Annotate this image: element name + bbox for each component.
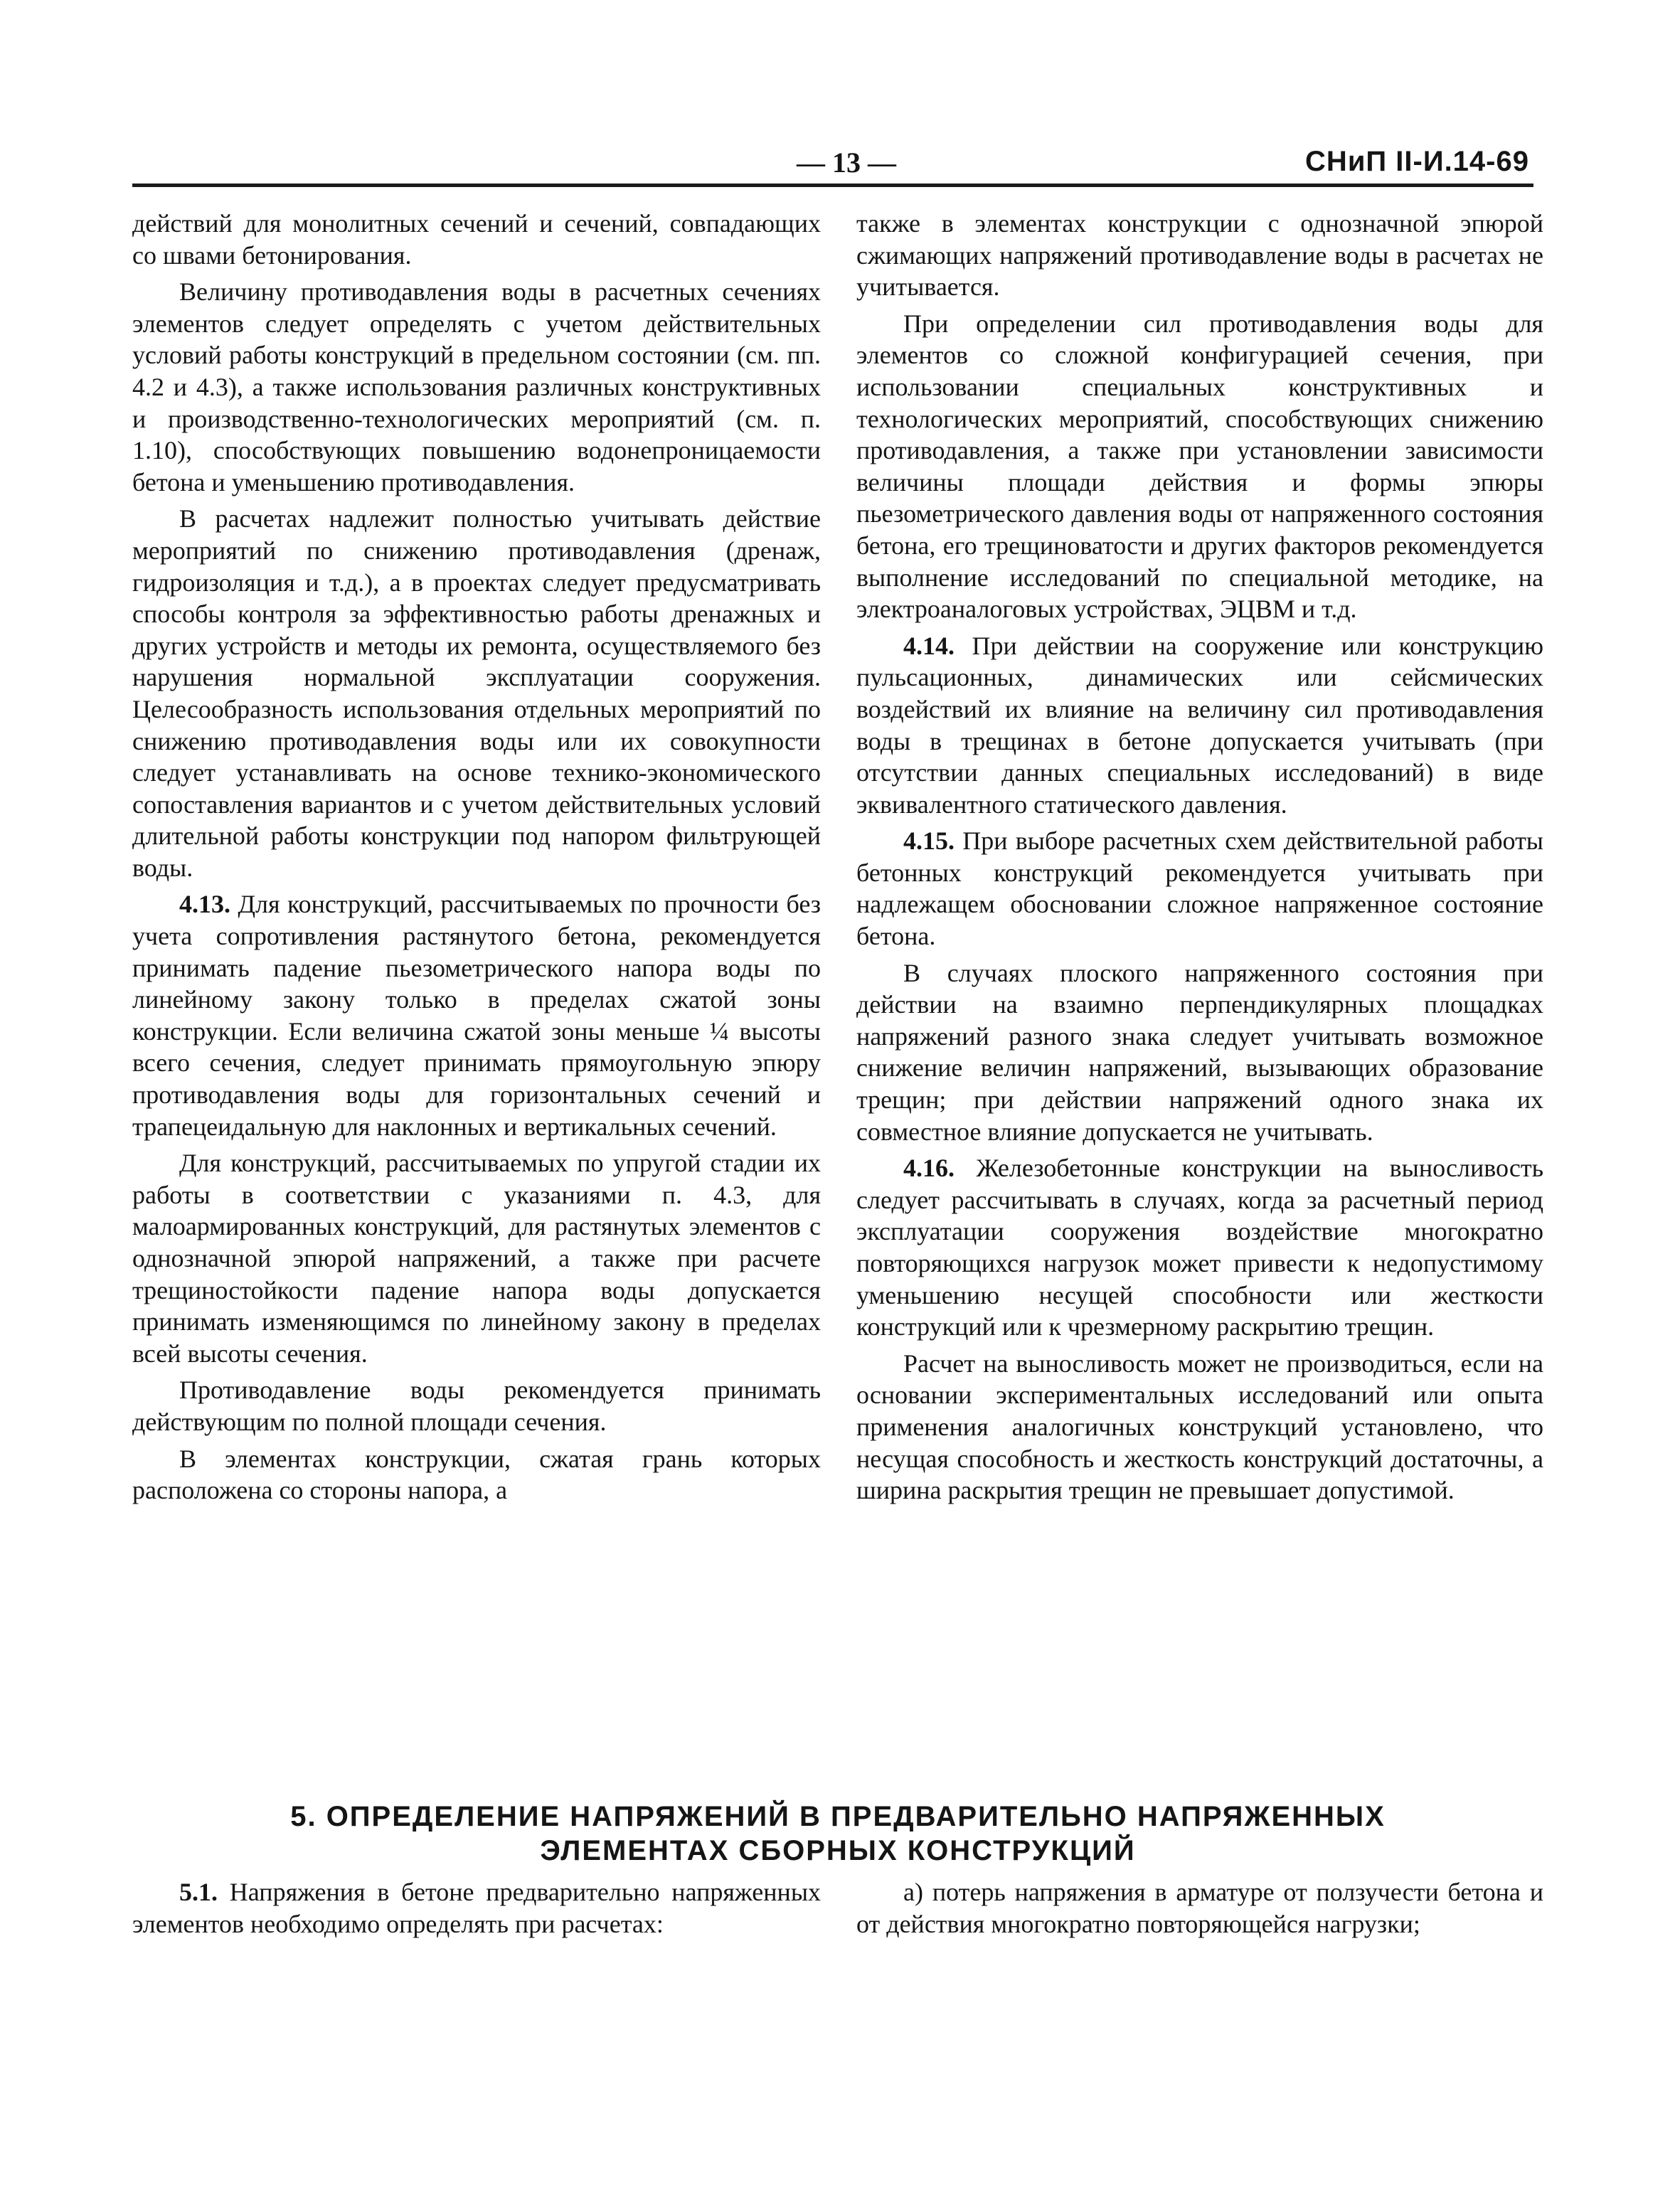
clause-number: 5.1. bbox=[179, 1878, 218, 1906]
paragraph bbox=[132, 503, 821, 883]
paragraph-text: В элементах конструкции, сжатая грань которых расположена со стороны напора, а bbox=[132, 1444, 821, 1505]
paragraph-text: В расчетах надлежит полностью учитывать действие мероприятий по снижению противодавления (дренаж, гидроизоляция и т.д.), а в проектах следует предусматривать способы контроля за эффективностью работы дренажных и других устройств и методы их ремонта, осуществляемого без нарушения нормальной эксплуатации сооружения. Целесообразность использования отдельных мероприятий по снижению противодавления воды или их совокупности следует устанавливать на основе технико-экономического сопоставления вариантов и с учетом действительных условий длительной работы конструкции под напором фильтрующей воды. bbox=[132, 504, 821, 882]
paragraph-text: также в элементах конструкции с однозначной эпюрой сжимающих напряжений противодавление воды в расчетах не учитывается. bbox=[856, 209, 1543, 302]
page-number: — 13 — bbox=[797, 147, 896, 179]
paragraph-text: Для конструкций, рассчитываемых по упругой стадии их работы в соответствии с указаниями п. 4.3, для малоармированных конструкций, для растянутых элементов с однозначной эпюрой напряжений, а также при расчете трещиностойкости падение напора воды допускается принимать изменяющимся по линейному закону в пределах всей высоты сечения. bbox=[132, 1149, 821, 1368]
paragraph bbox=[856, 208, 1543, 303]
paragraph bbox=[132, 208, 821, 271]
paragraph-text: В случаях плоского напряженного состояния при действии на взаимно перпендикулярных площадках напряжений разного знака следует учитывать возможное снижение величин напряжений, вызывающих образование трещин; при действии напряжений одного знака их совместное влияние допускается не учитывать. bbox=[856, 958, 1543, 1146]
section-heading bbox=[132, 1799, 1543, 1868]
clause-number: 4.13. bbox=[179, 890, 230, 919]
left-column-bottom bbox=[132, 1876, 821, 1945]
paragraph-text: При определении сил противодавления воды для элементов со сложной конфигурацией сечения, при использовании специальных конструктивных и технологических мероприятий, способствующих снижению противодавления, а также при установлении зависимости величины площади действия и формы эпюры пьезометрического давления воды от напряженного состояния бетона, его трещиноватости и других факторов рекомендуется выполнение исследований по специальной методике, на электроаналоговых устройствах, ЭЦВМ и т.д. bbox=[856, 309, 1543, 624]
paragraph bbox=[856, 308, 1543, 625]
clause-number: 4.15. bbox=[903, 826, 955, 856]
paragraph bbox=[132, 1147, 821, 1369]
section-heading-line-1: 5. ОПРЕДЕЛЕНИЕ НАПРЯЖЕНИЙ В ПРЕДВАРИТЕЛЬНО НАПРЯЖЕННЫХ bbox=[290, 1801, 1386, 1832]
paragraph-text: Величину противодавления воды в расчетных сечениях элементов следует определять с учетом действительных условий работы конструкций в предельном состоянии (см. пп. 4.2 и 4.3), а также использования различных конструктивных и производственно-технологических мероприятий (см. п. 1.10), способствующих повышению водонепроницаемости бетона и уменьшению противодавления. bbox=[132, 277, 821, 496]
paragraph-text: Расчет на выносливость может не производиться, если на основании экспериментальных исследований или опыта применения аналогичных конструкций установлено, что несущая способность и жесткость конструкций достаточны, а ширина раскрытия трещин не превышает допустимой. bbox=[856, 1349, 1543, 1505]
paragraph bbox=[856, 1348, 1543, 1506]
paragraph bbox=[132, 1443, 821, 1506]
paragraph-text: Железобетонные конструкции на выносливость следует рассчитывать в случаях, когда за расчетный период эксплуатации сооружения воздействие многократно повторяющихся нагрузок может привести к недопустимому уменьшению несущей способности или жесткости конструкций или к чрезмерному раскрытию трещин. bbox=[856, 1154, 1544, 1341]
paragraph-text: Напряжения в бетоне предварительно напряженных элементов необходимо определять при расчетах: bbox=[132, 1878, 821, 1938]
paragraph-text: а) потерь напряжения в арматуре от ползучести бетона и от действия многократно повторяющейся нагрузки; bbox=[856, 1878, 1543, 1938]
paragraph bbox=[132, 276, 821, 498]
paragraph bbox=[132, 888, 821, 1142]
paragraph bbox=[856, 630, 1543, 821]
paragraph-text: При действии на сооружение или конструкцию пульсационных, динамических или сейсмических воздействий их влияние на величину сил противодавления воды в трещинах в бетоне допускается учитывать (при отсутствии данных специальных исследований) в виде эквивалентного статического давления. bbox=[856, 631, 1544, 819]
paragraph bbox=[132, 1374, 821, 1437]
paragraph-text: При выборе расчетных схем действительной работы бетонных конструкций рекомендуется учитывать при надлежащем обосновании сложное напряженное состояние бетона. bbox=[856, 826, 1543, 951]
clause-number: 4.14. bbox=[903, 631, 955, 660]
right-column-bottom bbox=[856, 1876, 1543, 1945]
section-heading-line-2: ЭЛЕМЕНТАХ СБОРНЫХ КОНСТРУКЦИЙ bbox=[540, 1835, 1136, 1866]
paragraph bbox=[856, 957, 1543, 1148]
paragraph bbox=[856, 1876, 1543, 1940]
document-code: СНиП II-И.14-69 bbox=[1305, 146, 1529, 177]
paragraph-text: Для конструкций, рассчитываемых по прочности без учета сопротивления растянутого бетона, рекомендуется принимать падение пьезометрического напора воды по линейному закону только в пределах сжатой зоны конструкции. Если величина сжатой зоны меньше ¼ высоты всего сечения, следует принимать прямоугольную эпюру противодавления воды для горизонтальных сечений и трапецеидальную для наклонных и вертикальных сечений. bbox=[132, 890, 822, 1141]
paragraph-text: действий для монолитных сечений и сечений, совпадающих со швами бетонирования. bbox=[132, 209, 821, 270]
left-column-top bbox=[132, 208, 821, 1511]
paragraph-text: Противодавление воды рекомендуется принимать действующим по полной площади сечения. bbox=[132, 1376, 821, 1436]
right-column-top bbox=[856, 208, 1543, 1511]
header-rule bbox=[132, 184, 1533, 187]
paragraph bbox=[856, 1152, 1543, 1343]
clause-number: 4.16. bbox=[903, 1154, 955, 1183]
paragraph bbox=[132, 1876, 821, 1940]
paragraph bbox=[856, 825, 1543, 952]
